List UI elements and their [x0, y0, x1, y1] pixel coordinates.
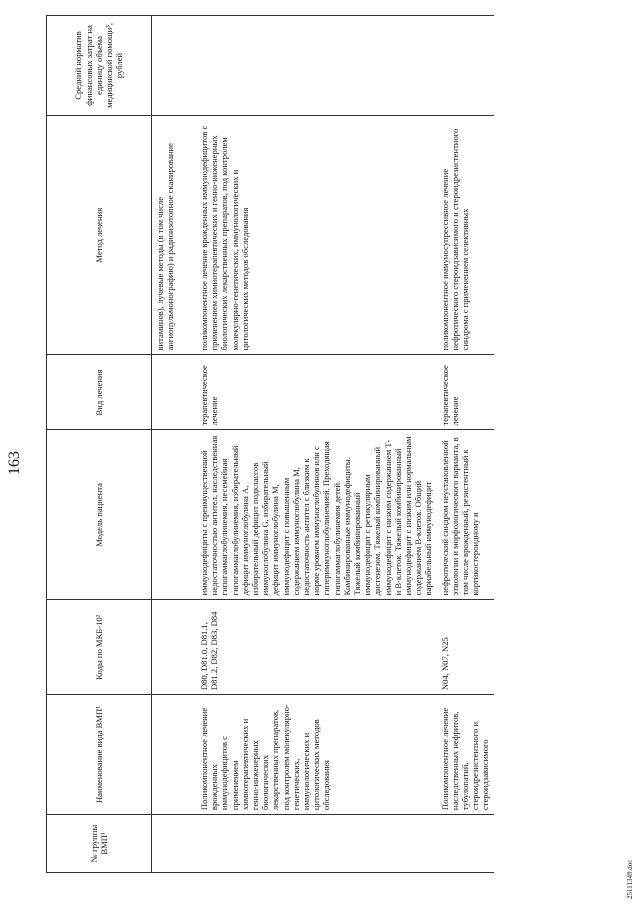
- cell-model: иммунодефициты с преимущественной недостаточностью антител, наследственная гипогаммаглобулинемия, несемейная гипогаммаглобулинемия, избирательный дефицит иммуноглобулина А, избирательный дефицит подклассов иммуноглобулина G, избирательный дефицит иммуноглобулина М, иммунодефицит с повышенным содержанием иммуноглобулина М, недостаточность антител с близким к норме уровнем иммуноглобулинов или с гипериммуноглобулинемией. Преходящая гипогаммаглобулинемия детей. Комбинированные иммунодефициты. Тяжелый комбинированный иммунодефицит с ретикулярным дисгенезом. Тяжелый комбинированный иммунодефицит с низким содержанием Т- и В-клеток. Тяжелый комбинированный иммунодефицит с низким или нормальным содержанием В-клеток. Общий вариабельный иммунодефицит: [196, 430, 437, 600]
- header-model: Модель пациента: [47, 430, 152, 600]
- cell-treatment-type: [152, 355, 197, 430]
- header-cost: Средний норматив финансовых затрат на единицу объема медицинской помощи³, рублей: [47, 16, 152, 116]
- cell-cost: [437, 16, 494, 116]
- cell-method: поликомпонентное лечение врожденных иммунодефицитов с применением химиотерапевтических и генно-инженерных биологических лекарственных препаратов, под контролем молекулярно-генетических, иммунологических и цитологических методов обследования: [196, 115, 437, 355]
- cell-name: [152, 695, 197, 815]
- cell-codes: [152, 600, 197, 695]
- cell-cost: [196, 16, 437, 116]
- header-codes: Коды по МКБ-10²: [47, 600, 152, 695]
- cell-cost: [152, 16, 197, 116]
- cell-group: [437, 815, 494, 873]
- header-name: Наименование вида ВМП¹: [47, 695, 152, 815]
- header-group: № группы ВМП¹: [47, 815, 152, 873]
- header-method: Метод лечения: [47, 115, 152, 355]
- table-row: [196, 16, 437, 873]
- vmp-table: [46, 15, 494, 873]
- page-number: 163: [6, 451, 23, 475]
- table-row: [437, 16, 494, 873]
- cell-model: нефротический синдром неустановленной этиологии и морфологического варианта, в том числе врожденный, резистентный к кортикостероидному и: [437, 430, 494, 600]
- cell-name: Поликомпонентное лечение наследственных нефритов, тубулопатий, стероидрезистентного и стероидзависимого: [437, 695, 494, 815]
- cell-method: поликомпонентное иммуносупрессивное лечение нефротического стероидзависимого и стероидрезистентного синдрома с применением селективных: [437, 115, 494, 355]
- cell-treatment-type: терапевтическое лечение: [196, 355, 437, 430]
- cell-name: Поликомпонентное лечение врожденных иммунодефицитов с применением химиотерапевтических и генно-инженерных биологических лекарственных препаратов, под контролем молекулярно-генетических, иммунологических и цитологических методов обследования: [196, 695, 437, 815]
- cell-codes: N04, N07, N25: [437, 600, 494, 695]
- table-header-row: [47, 16, 152, 873]
- cell-method: витаминов), лучевые методы (в том числе ангиопульмонографию) и радиоизотопное сканирование: [152, 115, 197, 355]
- table-row: [152, 16, 197, 873]
- cell-treatment-type: терапевтическое лечение: [437, 355, 494, 430]
- cell-group: [152, 815, 197, 873]
- header-treatment-type: Вид лечения: [47, 355, 152, 430]
- cell-group: [196, 815, 437, 873]
- footer-filename: 25111349.doc: [626, 859, 634, 899]
- cell-codes: D80, D81.0, D81.1, D81.2, D82, D83, D84: [196, 600, 437, 695]
- cell-model: [152, 430, 197, 600]
